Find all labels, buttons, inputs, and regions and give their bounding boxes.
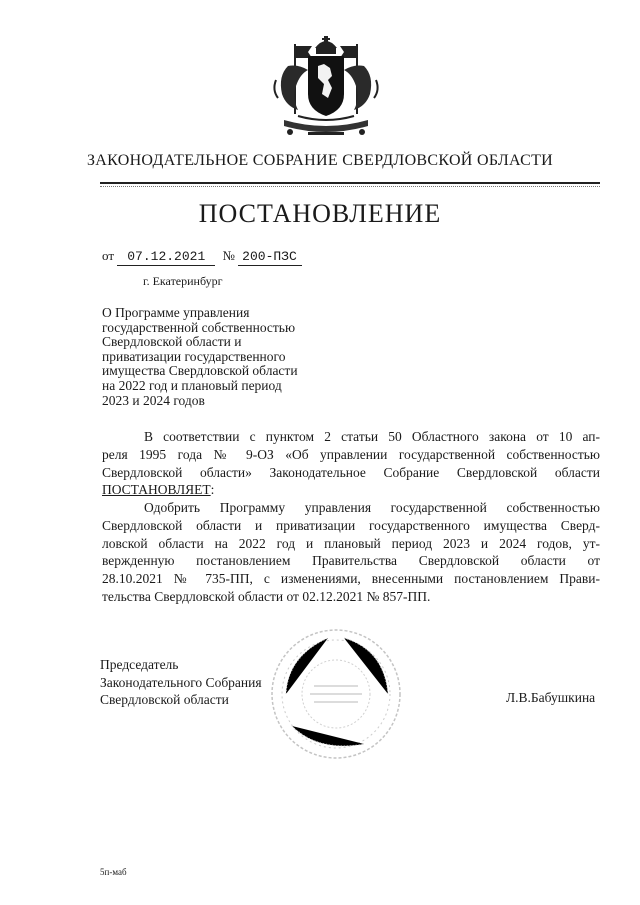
city-label: г. Екатеринбург	[143, 274, 223, 288]
signatory-title	[100, 656, 262, 709]
document-type-title: ПОСТАНОВЛЕНИЕ	[198, 199, 442, 228]
subject-line: приватизации государственного	[102, 348, 286, 364]
body-line: тельства Свердловской области от 02.12.2021 № 857-ПП.	[102, 588, 431, 604]
body-line: Одобрить Программу управления государственной собственностью	[144, 500, 600, 515]
organization-name: ЗАКОНОДАТЕЛЬНОЕ СОБРАНИЕ СВЕРДЛОВСКОЙ ОБЛАСТИ	[86, 152, 554, 169]
subject-line: Свердловской области и	[102, 334, 242, 350]
document-date: 07.12.2021	[117, 249, 215, 266]
body-line: Свердловской области» Законодательное Собрание Свердловской области	[102, 464, 600, 480]
document-subject	[102, 306, 362, 408]
body-line: вержденную постановлением Правительства Свердловской области от	[102, 553, 600, 569]
body-line: В соответствии с пунктом 2 статьи 50 Областного закона от 10 ап-	[144, 429, 600, 444]
subject-line: имущества Свердловской области	[102, 363, 298, 379]
header-rule	[100, 182, 600, 184]
signatory-title-line: Председатель	[100, 657, 179, 672]
subject-line: О Программе управления	[102, 305, 250, 320]
subject-line: на 2022 год и плановый период	[102, 377, 282, 393]
date-prefix: от	[102, 248, 115, 263]
decree-word: ПОСТАНОВЛЯЕТ	[102, 482, 211, 498]
subject-line: государственной собственностью	[102, 319, 296, 335]
header-rule-dotted	[100, 186, 600, 187]
signatory-title-line: Законодательного Собрания	[100, 674, 262, 690]
signatory-name: Л.В.Бабушкина	[506, 690, 596, 705]
body-line: Свердловской области и приватизации государственного имущества Сверд-	[102, 517, 600, 533]
footer-code: 5п-маб	[100, 867, 127, 877]
preamble-paragraph	[102, 428, 600, 499]
body-line: реля 1995 года № 9-ОЗ «Об управлении государственной собственностью	[102, 446, 600, 462]
number-prefix: №	[222, 248, 235, 263]
coat-of-arms-icon	[268, 36, 384, 142]
decree-line	[102, 481, 600, 499]
date-number-row	[102, 248, 302, 266]
signatory-title-line: Свердловской области	[100, 692, 229, 707]
decree-colon: :	[210, 482, 215, 498]
body-line: ловской области на 2022 год и плановый период 2023 и 2024 годов, ут-	[102, 535, 600, 551]
body-line: 28.10.2021 № 735-ПП, с изменениями, внесенными постановлением Прави-	[102, 571, 600, 587]
subject-line: 2023 и 2024 годов	[102, 392, 205, 408]
seal-stamp-icon	[268, 626, 404, 762]
resolution-paragraph	[102, 499, 600, 606]
document-number: 200-ПЗС	[238, 249, 302, 266]
